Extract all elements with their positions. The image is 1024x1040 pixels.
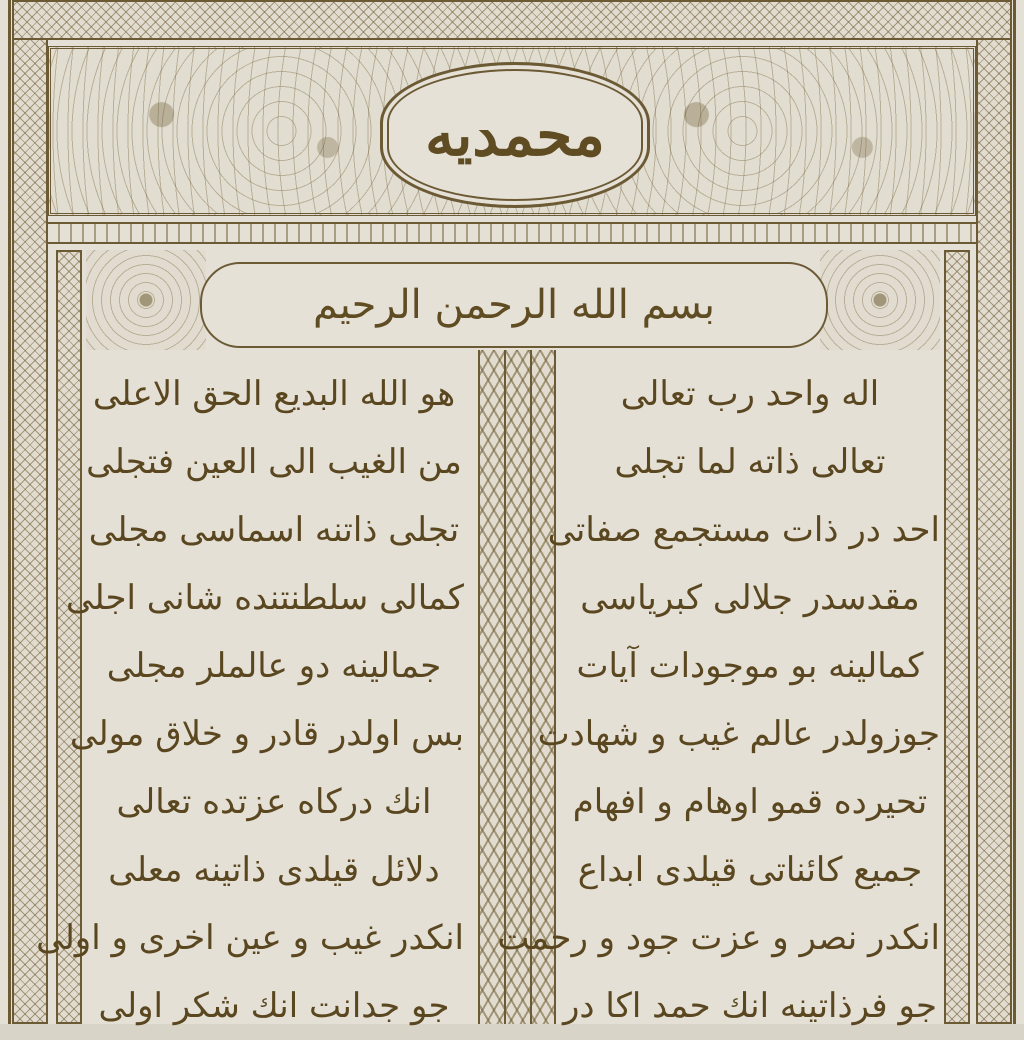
header-divider-rule (48, 222, 976, 244)
verse-line: دلائل قیلدی ذاتینه معلی (108, 850, 440, 890)
verse-column-left (36, 360, 464, 1040)
title-cartouche (380, 62, 650, 208)
verse-line: انك درکاه عزتده تعالی (116, 782, 432, 822)
verse-line: تحیرده قمو اوهام و افهام (572, 782, 928, 822)
verse-line: انکدر نصر و عزت جود و رحمت (497, 918, 940, 958)
verse-line: جو جدانت انك شکر اولی (98, 986, 450, 1026)
verse-line: جو فرذاتینه انك حمد اكا در (562, 986, 938, 1026)
verse-line: مقدسدر جلالی کبریاسی (580, 578, 920, 618)
verse-line: تجلی ذاتنه اسماسی مجلی (88, 510, 460, 550)
verse-line: احد در ذات مستجمع صفاتی (547, 510, 940, 550)
verse-column-right (497, 360, 940, 1040)
verse-line: تعالى ذاته لما تجلى (614, 442, 886, 482)
right-border-band (976, 0, 1012, 1024)
verse-line: جوزولدر عالم غیب و شهادت (537, 714, 940, 754)
verse-line: هو الله البدیع الحق الاعلی (92, 374, 456, 414)
left-corner-ornament (86, 250, 206, 350)
inner-right-border (944, 250, 970, 1024)
besmele-cartouche (200, 262, 828, 348)
verse-line: جمالینه دو عالملر مجلی (106, 646, 442, 686)
right-corner-ornament (820, 250, 940, 350)
verse-line: جمیع کائناتی قیلدی ابداع (577, 850, 923, 890)
verse-line: اله واحد رب تعالى (620, 374, 880, 414)
verse-line: کمالینه بو موجودات آیات (576, 646, 924, 686)
page-title: محمديه (425, 101, 605, 169)
besmele-text: بسم الله الرحمن الرحيم (312, 282, 716, 328)
verse-line: بس اولدر قادر و خلاق مولی (69, 714, 464, 754)
left-border-band (12, 0, 48, 1024)
verse-line: کمالی سلطنتنده شانی اجلی (65, 578, 464, 618)
top-border-band (12, 0, 1012, 40)
verse-line: من الغیب الی العین فتجلی (86, 442, 462, 482)
verse-line: انکدر غیب و عین اخری و اولی (36, 918, 464, 958)
